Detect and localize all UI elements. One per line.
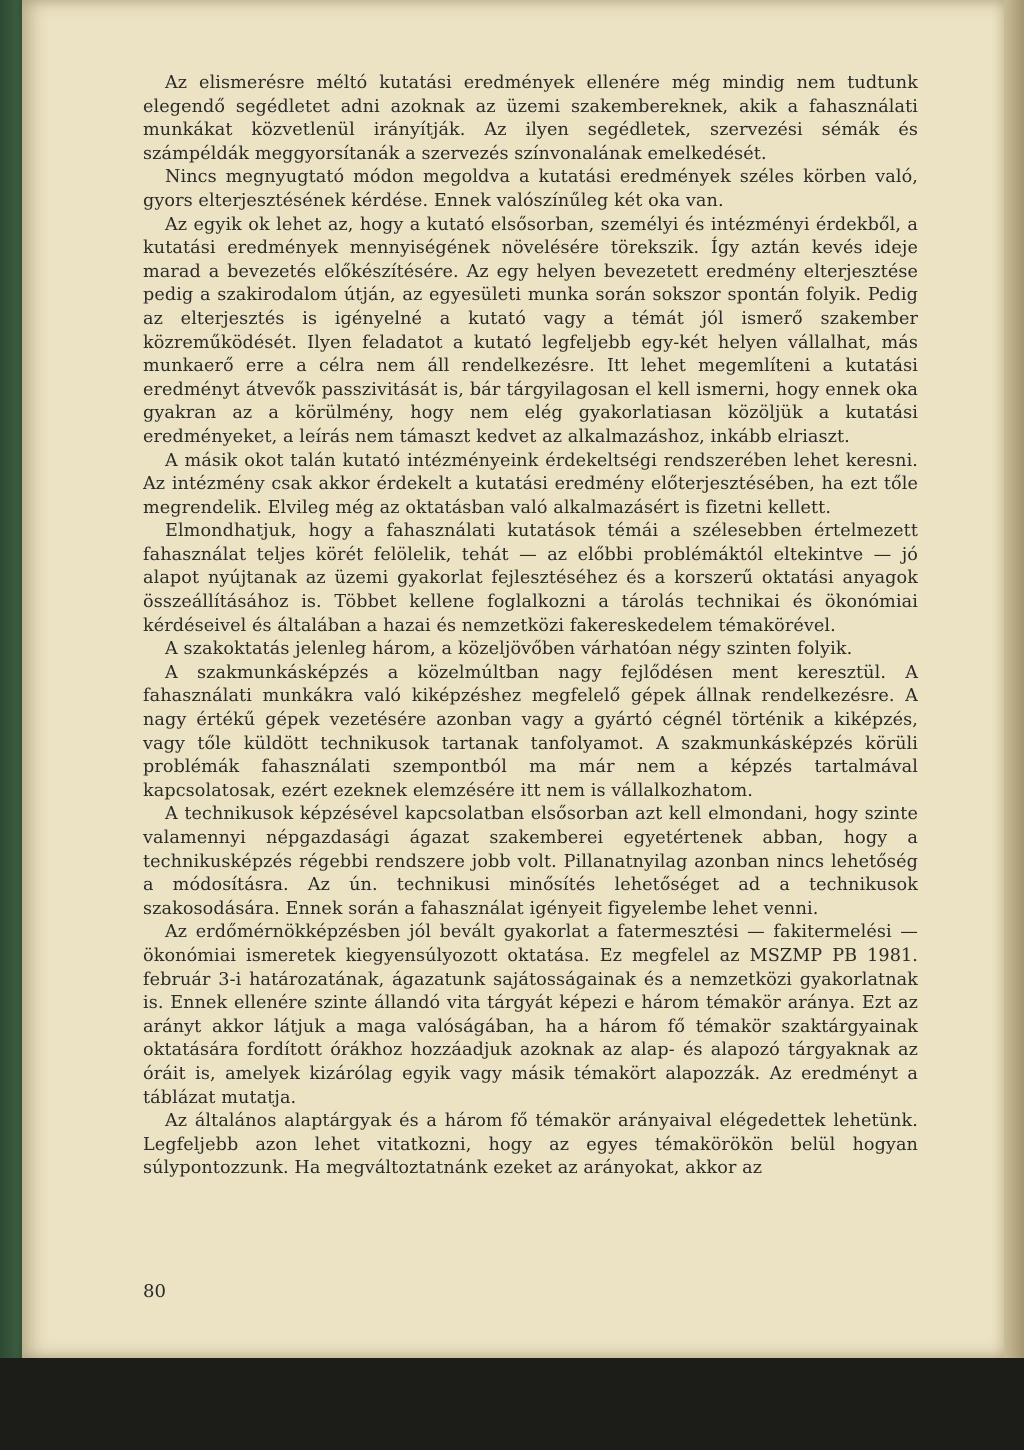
paragraph: Nincs megnyugtató módon megoldva a kutatási eredmények széles körben való, gyors elterjesztésének kérdése. Ennek valószínűleg két oka van. xyxy=(143,167,918,211)
page-edge xyxy=(1004,0,1024,1358)
paragraph: A másik okot talán kutató intézményeink érdekeltségi rendszerében lehet keresni. Az intézmény csak akkor érdekelt a kutatási eredmény előterjesztésében, ha ezt tőle megrendelik. Elvileg még az oktatásban való alkalmazásért is fizetni kellett. xyxy=(143,450,918,518)
paragraph: Az erdőmérnökképzésben jól bevált gyakorlat a fatermesztési — fakitermelési — ökonómiai ismeretek kiegyensúlyozott oktatása. Ez megfelel az MSZMP PB 1981. február 3-i határozatának, ágazatunk sajátosságainak és a nemzetközi gyakorlatnak is. Ennek ellenére szinte állandó vita tárgyát képezi e három témakör aránya. Ezt az arányt akkor látjuk a maga valóságában, ha a három fő témakör szaktárgyainak oktatására fordított órákhoz hozzáadjuk azoknak az alap- és alapozó tárgyaknak az óráit is, amelyek kizárólag egyik vagy másik témakört alapozzák. Az eredményt a táblázat mutatja. xyxy=(143,922,918,1108)
scan-background xyxy=(0,1358,1024,1450)
paragraph: A technikusok képzésével kapcsolatban elsősorban azt kell elmondani, hogy szinte valamennyi népgazdasági ágazat szakemberei egyetértenek abban, hogy a technikusképzés régebbi rendszere jobb volt. Pillanatnyilag azonban nincs lehetőség a módosításra. Az ún. technikusi minősítés lehetőséget ad a technikusok szakosodására. Ennek során a fahasználat igényeit figyelembe lehet venni. xyxy=(143,804,918,919)
paragraph: Az általános alaptárgyak és a három fő témakör arányaival elégedettek lehetünk. Legfeljebb azon lehet vitatkozni, hogy az egyes témakörökön belül hogyan súlypontozzunk. Ha megváltoztatnánk ezeket az arányokat, akkor az xyxy=(143,1111,918,1179)
paragraph: A szakmunkásképzés a közelmúltban nagy fejlődésen ment keresztül. A fahasználati munkákra való kiképzéshez megfelelő gépek állnak rendelkezésre. A nagy értékű gépek vezetésére azonban vagy a gyártó cégnél történik a kiképzés, vagy tőle küldött technikusok tartanak tanfolyamot. A szakmunkásképzés körüli problémák fahasználati szempontból ma már nem a képzés tartalmával kapcsolatosak, ezért ezeknek elemzésére itt nem is vállalkozhatom. xyxy=(143,662,918,801)
paragraph: Az egyik ok lehet az, hogy a kutató elsősorban, személyi és intézményi érdekből, a kutatási eredmények mennyiségének növelésére törekszik. Így aztán kevés ideje marad a bevezetés előkészítésére. Az egy helyen bevezetett eredmény elterjesztése pedig a szakirodalom útján, az egyesületi munka során sokszor spontán folyik. Pedig az elterjesztés is igényelné a kutató vagy a témát jól ismerő szakember közreműködését. Ilyen feladatot a kutató legfeljebb egy-két helyen vállalhat, más munkaerő erre a célra nem áll rendelkezésre. Itt lehet megemlíteni a kutatási eredményt átvevők passzivitását is, bár tárgyilagosan el kell ismerni, hogy ennek oka gyakran az a körülmény, hogy nem elég gyakorlatiasan közöljük a kutatási eredményeket, a leírás nem támaszt kedvet az alkalmazáshoz, inkább elriaszt. xyxy=(143,214,918,447)
paragraph: Az elismerésre méltó kutatási eredmények ellenére még mindig nem tudtunk elegendő segédletet adni azoknak az üzemi szakembereknek, akik a fahasználati munkákat közvetlenül irányítják. Az ilyen segédletek, szervezési sémák és számpéldák meggyorsítanák a szervezés színvonalának emelkedését. xyxy=(143,73,918,164)
paragraph: Elmondhatjuk, hogy a fahasználati kutatások témái a szélesebben értelmezett fahasználat teljes körét felölelik, tehát — az előbbi problémáktól eltekintve — jó alapot nyújtanak az üzemi gyakorlat fejlesztéséhez és a korszerű oktatási anyagok összeállításához is. Többet kellene foglalkozni a tárolás technikai és ökonómiai kérdéseivel és általában a hazai és nemzetközi fakereskedelem témakörével. xyxy=(143,521,918,636)
paragraph: A szakoktatás jelenleg három, a közeljövőben várhatóan négy szinten folyik. xyxy=(165,639,853,660)
body-text xyxy=(143,72,918,1181)
page-number: 80 xyxy=(143,1281,166,1302)
